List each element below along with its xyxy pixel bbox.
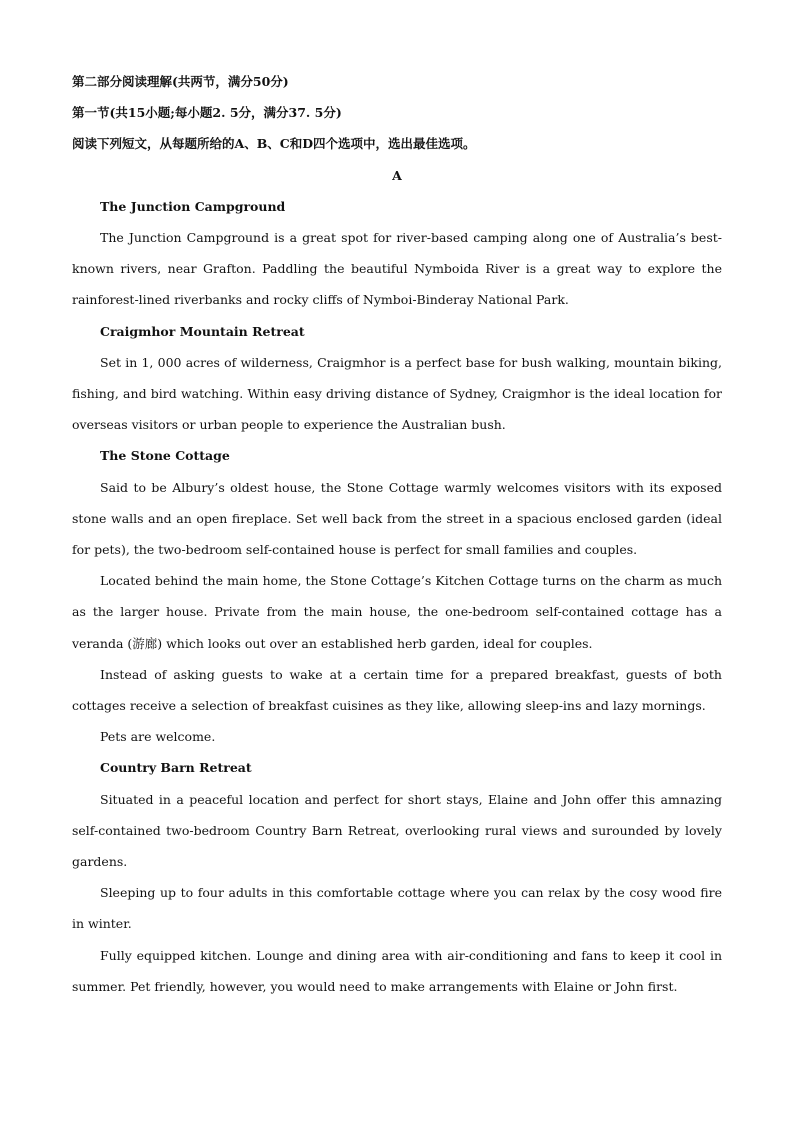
part-title: 第二部分阅读理解(共两节，满分50分) xyxy=(72,74,289,89)
craigmhor-title: Craigmhor Mountain Retreat xyxy=(100,323,305,339)
stone-cottage-title: The Stone Cottage xyxy=(100,448,230,464)
instruction: 阅读下列短文，从每题所给的A、B、C和D四个选项中，选出最佳选项。 xyxy=(72,136,476,152)
section-title: 第一节(共15小题;每小题2. 5分，满分37. 5分) xyxy=(72,105,342,121)
stone-cottage-paragraph-2: Located behind the main home, the Stone Cottage’s Kitchen Cottage turns on the charm as much as the larger house. Private from the main house, the one-bedroom self-contained cottage has a veranda (游廊) which looks out over an established herb garden, ideal for couples. xyxy=(72,573,722,651)
country-barn-title: Country Barn Retreat xyxy=(100,760,252,776)
country-barn-paragraph-2: Sleeping up to four adults in this comfortable cottage where you can relax by the cosy wood fire in winter. xyxy=(72,885,722,932)
junction-title: The Junction Campground xyxy=(100,198,286,214)
junction-paragraph-1: The Junction Campground is a great spot for river-based camping along one of Australia’s best-known rivers, near Grafton. Paddling the beautiful Nymboida River is a great way to explore the rainforest-lined riverbanks and rocky cliffs of Nymboi-Binderay National Park. xyxy=(72,230,722,308)
passage-label: A xyxy=(392,167,402,183)
stone-cottage-paragraph-4: Pets are welcome. xyxy=(100,729,216,745)
stone-cottage-paragraph-1: Said to be Albury’s oldest house, the Stone Cottage warmly welcomes visitors with its exposed stone walls and an open fireplace. Set well back from the street in a spacious enclosed garden (ideal for pets), the two-bedroom self-contained house is perfect for small families and couples. xyxy=(72,479,722,558)
country-barn-paragraph-1: Situated in a peaceful location and perfect for short stays, Elaine and John offer this amnazing self-contained two-bedroom Country Barn Retreat, overlooking rural views and surounded by lovely gardens. xyxy=(72,791,722,870)
country-barn-paragraph-3: Fully equipped kitchen. Lounge and dining area with air-conditioning and fans to keep it cool in summer. Pet friendly, however, you would need to make arrangements with Elaine or John first. xyxy=(72,947,722,994)
stone-cottage-paragraph-3: Instead of asking guests to wake at a certain time for a prepared breakfast, guests of both cottages receive a selection of breakfast cuisines as they like, allowing sleep-ins and lazy mornings. xyxy=(72,666,722,714)
craigmhor-paragraph-1: Set in 1, 000 acres of wilderness, Craigmhor is a perfect base for bush walking, mountain biking, fishing, and bird watching. Within easy driving distance of Sydney, Craigmhor is the ideal location for overseas visitors or urban people to experience the Australian bush. xyxy=(72,354,722,433)
